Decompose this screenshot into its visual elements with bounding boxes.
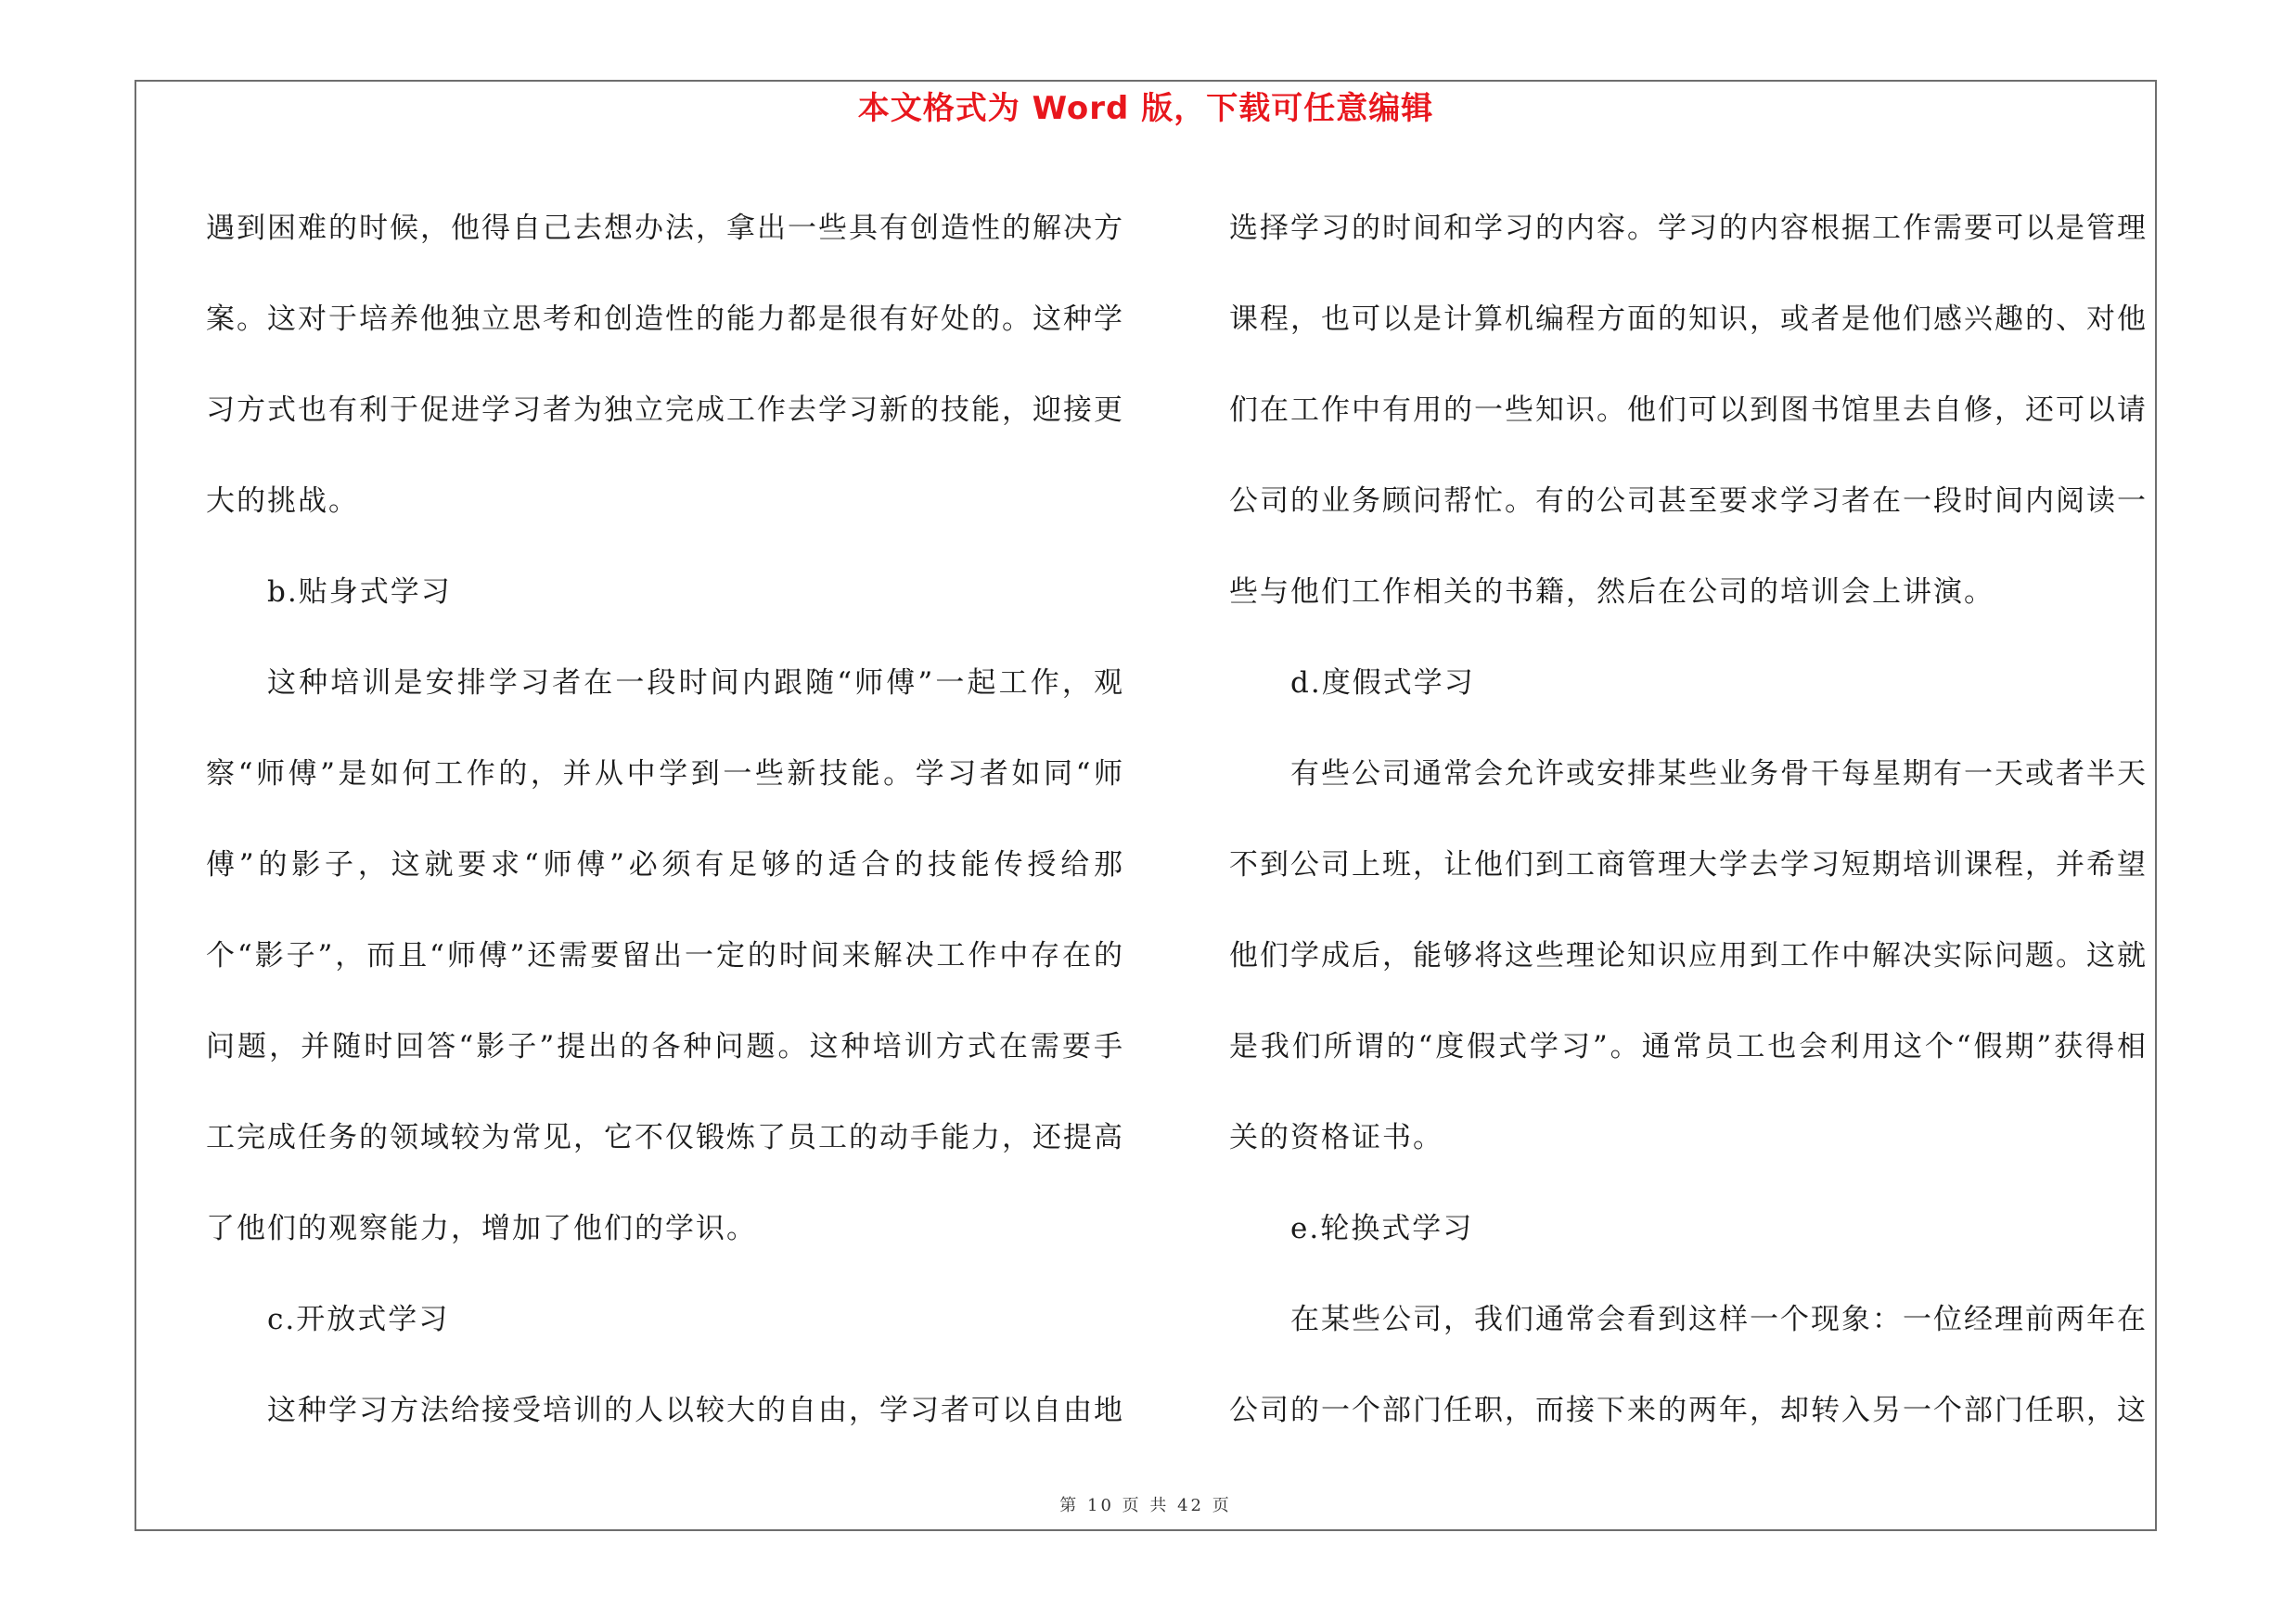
right-heading-e: e.轮换式学习 [1290,1212,1474,1245]
header-banner: 本文格式为 Word 版，下载可任意编辑 [857,90,1434,127]
left-paragraph-2: 这种培训是安排学习者在一段时间内跟随“师傅”一起工作，观察“师傅”是如何工作的，并从中学到一些新技能。学习者如同“师傅”的影子，这就要求“师傅”必须有足够的适合的技能传授给那个“影子”，而且“师傅”还需要留出一定的时间来解决工作中存在的问题，并随时回答“影子”提出的各种问题。这种培训方式在需要手工完成任务的领域较为常见，它不仅锻炼了员工的动手能力，还提高了他们的观察能力，增加了他们的学识。 [206,666,1124,1245]
right-heading-d: d.度假式学习 [1290,666,1475,700]
left-paragraph-1: 遇到困难的时候，他得自己去想办法，拿出一些具有创造性的解决方案。这对于培养他独立思考和创造性的能力都是很有好处的。这种学习方式也有利于促进学习者为独立完成工作去学习新的技能，迎接更大的挑战。 [206,212,1124,518]
left-column [206,183,1124,1456]
page-number: 第 10 页 共 42 页 [1059,1496,1232,1515]
left-heading-b: b.贴身式学习 [267,575,452,609]
right-paragraph-2: 有些公司通常会允许或安排某些业务骨干每星期有一天或者半天不到公司上班，让他们到工商管理大学去学习短期培训课程，并希望他们学成后，能够将这些理论知识应用到工作中解决实际问题。这就是我们所谓的“度假式学习”。通常员工也会利用这个“假期”获得相关的资格证书。 [1229,757,2148,1154]
right-column [1229,183,2148,1456]
left-paragraph-3: 这种学习方法给接受培训的人以较大的自由，学习者可以自由地 [267,1394,1124,1427]
left-heading-c: c.开放式学习 [267,1303,450,1336]
right-paragraph-3: 在某些公司，我们通常会看到这样一个现象：一位经理前两年在公司的一个部门任职，而接下来的两年，却转入另一个部门任职，这 [1229,1303,2148,1427]
right-paragraph-1: 选择学习的时间和学习的内容。学习的内容根据工作需要可以是管理课程，也可以是计算机编程方面的知识，或者是他们感兴趣的、对他们在工作中有用的一些知识。他们可以到图书馆里去自修，还可以请公司的业务顾问帮忙。有的公司甚至要求学习者在一段时间内阅读一些与他们工作相关的书籍，然后在公司的培训会上讲演。 [1229,212,2148,609]
